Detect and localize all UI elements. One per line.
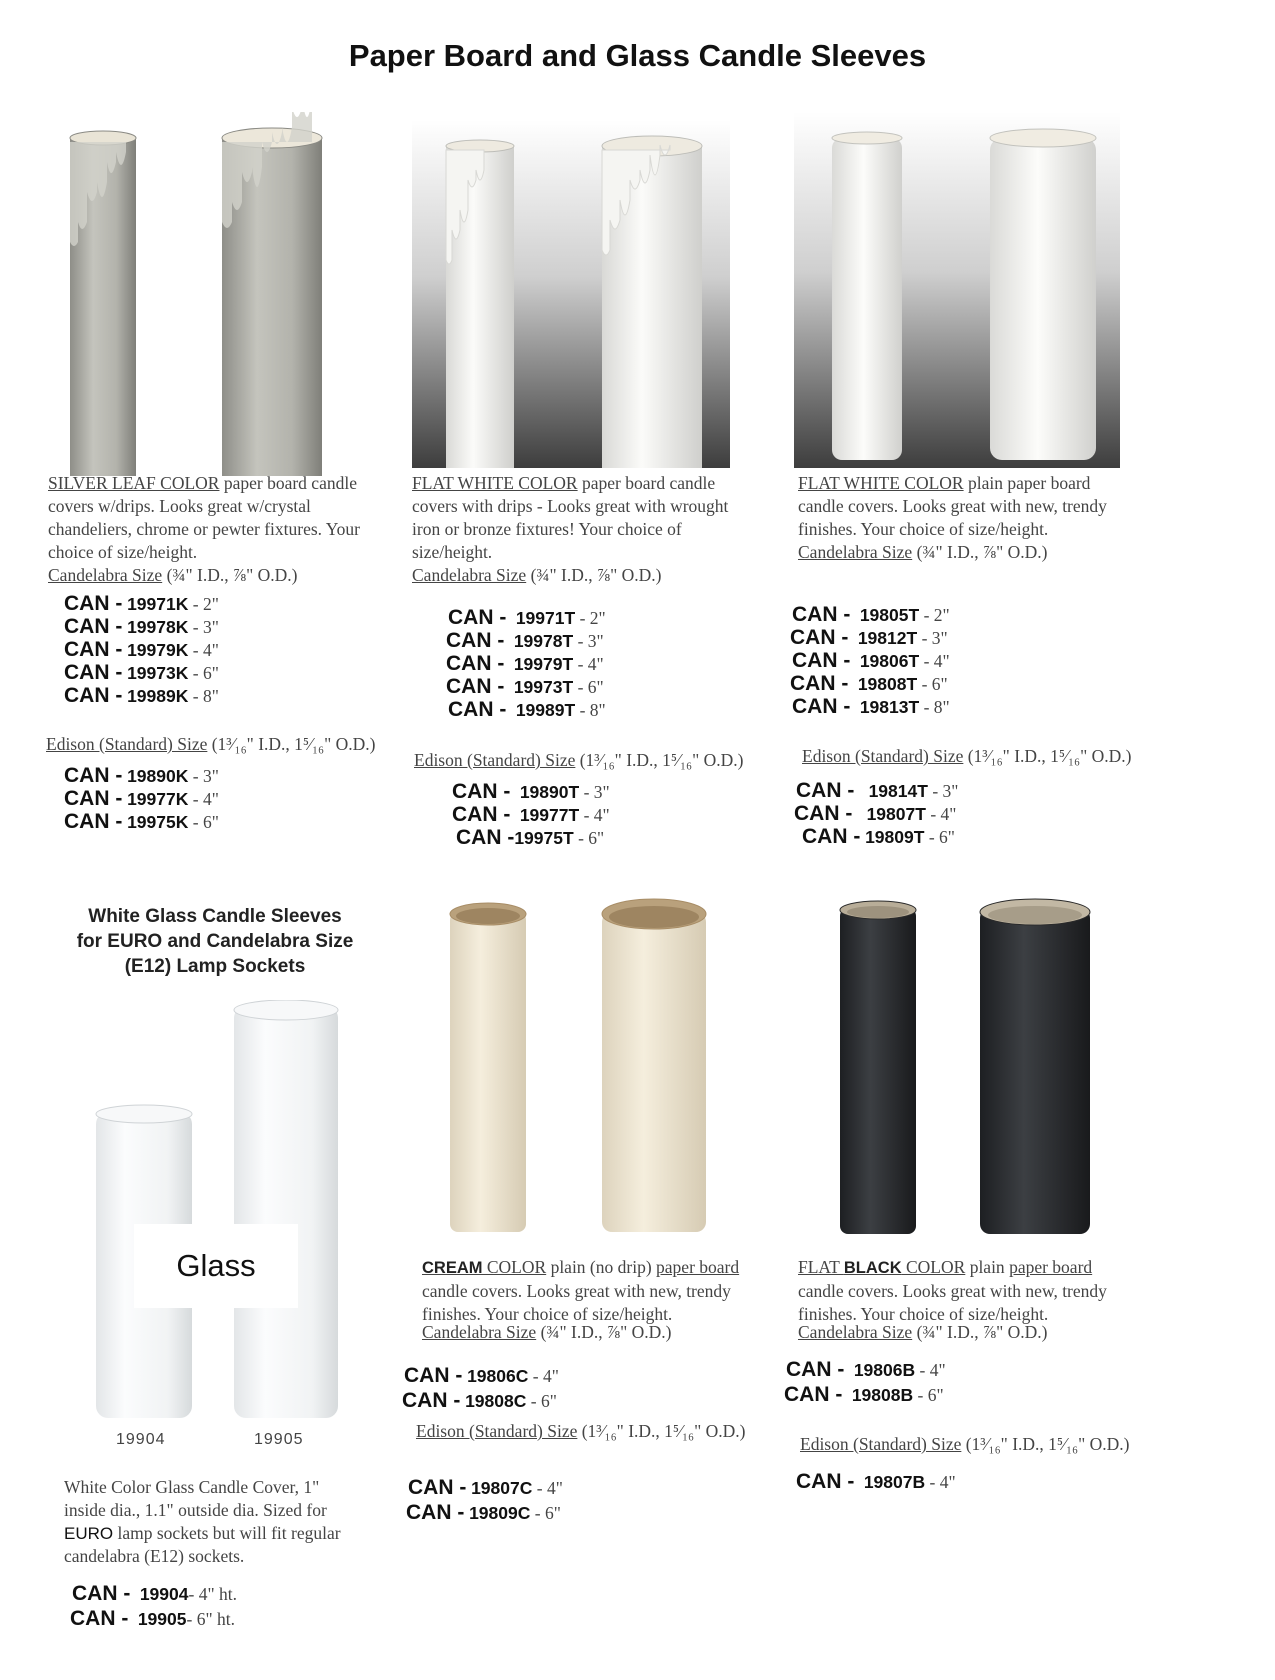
sku-row bbox=[446, 652, 604, 676]
sku-number: 19977K bbox=[127, 789, 189, 809]
sku-number: 19989T bbox=[515, 700, 576, 720]
sku-number: 19812T bbox=[857, 628, 918, 648]
sku-length: - 4" ht. bbox=[188, 1584, 237, 1604]
sku-row bbox=[404, 1364, 559, 1388]
flat-white-plain-edison-size bbox=[802, 746, 1132, 767]
sku-length: - 6" bbox=[526, 1391, 557, 1411]
glass-heading-line: White Glass Candle Sleeves bbox=[88, 906, 342, 927]
sku-row bbox=[72, 1582, 237, 1606]
can-label: CAN - bbox=[792, 695, 851, 718]
sku-number: 19890K bbox=[127, 766, 189, 786]
sku-row bbox=[448, 606, 606, 630]
can-label: CAN - bbox=[404, 1364, 463, 1387]
flat-white-drip-description bbox=[412, 472, 747, 564]
sku-row bbox=[408, 1476, 563, 1500]
can-label: CAN - bbox=[792, 603, 851, 626]
can-label: CAN - bbox=[456, 826, 515, 849]
glass-right-number: 19905 bbox=[254, 1431, 304, 1448]
cream-paper-board-link: paper board bbox=[656, 1257, 740, 1277]
can-label: CAN - bbox=[448, 606, 507, 629]
sku-number: 19805T bbox=[859, 605, 920, 625]
sku-number: 19806T bbox=[859, 651, 920, 671]
sku-length: - 6" bbox=[573, 677, 604, 697]
flat-white-plain-desc-body: plain paper board candle covers. Looks great with new, trendy finishes. Your choice of size/height. bbox=[798, 473, 1107, 539]
can-label: CAN - bbox=[784, 1383, 843, 1406]
sku-length: - 2" bbox=[188, 594, 219, 614]
flat-white-drip-heading: FLAT WHITE COLOR bbox=[412, 473, 578, 493]
silver-leaf-edison-size bbox=[46, 734, 376, 755]
sku-number: 19809T bbox=[865, 827, 925, 847]
sku-row bbox=[70, 1607, 235, 1631]
sku-number: 19813T bbox=[859, 697, 920, 717]
size-heading: Edison (Standard) Size bbox=[802, 746, 964, 766]
can-label: CAN - bbox=[70, 1607, 129, 1630]
size-heading: Candelabra Size bbox=[798, 1322, 913, 1342]
sku-number: 19975K bbox=[127, 812, 189, 832]
sku-length: - 3" bbox=[917, 628, 948, 648]
sku-number: 19971K bbox=[127, 594, 189, 614]
sku-row bbox=[402, 1389, 557, 1413]
sku-row bbox=[448, 698, 606, 722]
sku-length: - 6" ht. bbox=[186, 1609, 235, 1629]
sku-length: - 8" bbox=[919, 697, 950, 717]
flat-white-drip-desc-body: paper board candle covers with drips - Looks great with wrought iron or bronze fixtures! Your choice of size/height. bbox=[412, 473, 729, 562]
can-label: CAN - bbox=[408, 1476, 467, 1499]
sku-length: - 4" bbox=[188, 789, 219, 809]
can-label: CAN - bbox=[72, 1582, 131, 1605]
size-dims: (¾" I.D., ⅞" O.D.) bbox=[912, 1322, 1048, 1342]
can-label: CAN - bbox=[64, 787, 123, 810]
glass-heading-line: for EURO and Candelabra Size bbox=[76, 931, 354, 952]
sku-length: - 4" bbox=[579, 805, 610, 825]
sku-row bbox=[64, 592, 219, 616]
sku-number: 19978T bbox=[513, 631, 574, 651]
sku-length: - 6" bbox=[188, 812, 219, 832]
sku-row bbox=[790, 672, 948, 696]
sku-row bbox=[64, 684, 219, 708]
sku-row bbox=[784, 1383, 944, 1407]
flat-white-plain-candelabra-size bbox=[798, 542, 1048, 563]
can-label: CAN - bbox=[796, 779, 855, 802]
sku-row bbox=[802, 825, 955, 849]
sku-number: 19808T bbox=[857, 674, 918, 694]
can-label: CAN - bbox=[446, 629, 505, 652]
sku-row bbox=[64, 615, 219, 639]
size-dims: (¾" I.D., ⅞" O.D.) bbox=[536, 1322, 672, 1342]
size-heading: Candelabra Size bbox=[48, 565, 163, 585]
sku-number: 19904 bbox=[139, 1584, 189, 1604]
sku-row bbox=[794, 802, 956, 826]
sku-number: 19806B bbox=[853, 1360, 916, 1380]
sku-row bbox=[446, 675, 604, 699]
can-label: CAN - bbox=[790, 626, 849, 649]
flat-black-desc-tail: candle covers. Looks great with new, trendy finishes. Your choice of size/height. bbox=[798, 1281, 1107, 1324]
sku-row bbox=[792, 695, 950, 719]
flat-white-drip-photo bbox=[412, 120, 730, 468]
size-dims: (1³⁄₁₆" I.D., 1⁵⁄₁₆" O.D.) bbox=[207, 734, 376, 754]
sku-number: 19973T bbox=[513, 677, 574, 697]
sku-number: 19973K bbox=[127, 663, 189, 683]
cream-desc-tail: candle covers. Looks great with new, trendy finishes. Your choice of size/height. bbox=[422, 1281, 731, 1324]
sku-row bbox=[790, 626, 948, 650]
glass-left-number: 19904 bbox=[116, 1431, 166, 1448]
cream-desc-mid: plain (no drip) bbox=[546, 1257, 657, 1277]
size-heading: Edison (Standard) Size bbox=[46, 734, 208, 754]
size-heading: Edison (Standard) Size bbox=[800, 1434, 962, 1454]
silver-leaf-photo bbox=[44, 112, 360, 482]
glass-desc-euro: EURO bbox=[64, 1524, 114, 1543]
can-label: CAN - bbox=[64, 661, 123, 684]
sku-number: 19807B bbox=[863, 1472, 926, 1492]
sku-length: - 3" bbox=[573, 631, 604, 651]
sku-number: 19975T bbox=[514, 828, 574, 848]
sku-number: 19814T bbox=[868, 781, 928, 801]
can-label: CAN - bbox=[64, 615, 123, 638]
can-label: CAN - bbox=[452, 780, 511, 803]
silver-leaf-candelabra-size bbox=[48, 565, 298, 586]
sku-length: - 6" bbox=[924, 827, 955, 847]
sku-number: 19806C bbox=[467, 1366, 529, 1386]
flat-black-heading-bold: BLACK bbox=[843, 1259, 902, 1277]
sku-number: 19809C bbox=[469, 1503, 531, 1523]
silver-leaf-heading: SILVER LEAF COLOR bbox=[48, 473, 220, 493]
sku-length: - 8" bbox=[575, 700, 606, 720]
sku-length: - 3" bbox=[188, 617, 219, 637]
can-label: CAN - bbox=[64, 684, 123, 707]
flat-black-paper-board-link: paper board bbox=[1009, 1257, 1093, 1277]
flat-white-drip-edison-size bbox=[414, 750, 744, 771]
sku-length: - 4" bbox=[188, 640, 219, 660]
sku-number: 19890T bbox=[519, 782, 580, 802]
sku-length: - 3" bbox=[927, 781, 959, 801]
flat-white-drip-candelabra-size bbox=[412, 565, 662, 586]
sku-length: - 6" bbox=[188, 663, 219, 683]
can-label: CAN - bbox=[792, 649, 851, 672]
size-heading: Candelabra Size bbox=[798, 542, 913, 562]
cream-description bbox=[422, 1256, 752, 1326]
size-heading: Edison (Standard) Size bbox=[414, 750, 576, 770]
sku-number: 19807C bbox=[471, 1478, 533, 1498]
sku-length: - 2" bbox=[575, 608, 606, 628]
sku-number: 19978K bbox=[127, 617, 189, 637]
sku-length: - 6" bbox=[917, 674, 948, 694]
glass-photo bbox=[84, 1000, 344, 1425]
sku-row bbox=[786, 1358, 946, 1382]
sku-length: - 6" bbox=[573, 828, 605, 848]
sku-number: 19979K bbox=[127, 640, 189, 660]
can-label: CAN - bbox=[452, 803, 511, 826]
sku-row bbox=[792, 603, 950, 627]
size-dims: (1³⁄₁₆" I.D., 1⁵⁄₁₆" O.D.) bbox=[575, 750, 744, 770]
sku-row bbox=[452, 780, 610, 804]
can-label: CAN - bbox=[446, 675, 505, 698]
can-label: CAN - bbox=[794, 802, 853, 825]
sku-length: - 4" bbox=[915, 1360, 946, 1380]
can-label: CAN - bbox=[406, 1501, 465, 1524]
glass-desc-part: White Color Glass Candle Cover, 1" inside dia., 1.1" outside dia. Sized for bbox=[64, 1477, 327, 1520]
can-label: CAN - bbox=[402, 1389, 461, 1412]
can-label: CAN - bbox=[786, 1358, 845, 1381]
sku-number: 19989K bbox=[127, 686, 189, 706]
can-label: CAN - bbox=[64, 810, 123, 833]
silver-leaf-desc-body: paper board candle covers w/drips. Looks great w/crystal chandeliers, chrome or pewter fixtures. Your choice of size/height. bbox=[48, 473, 360, 562]
sku-row bbox=[64, 787, 219, 811]
can-label: CAN - bbox=[64, 592, 123, 615]
glass-photo-label: Glass bbox=[134, 1224, 298, 1308]
sku-length: - 8" bbox=[188, 686, 219, 706]
can-label: CAN - bbox=[446, 652, 505, 675]
cream-photo bbox=[420, 886, 740, 1236]
can-label: CAN - bbox=[64, 764, 123, 787]
flat-black-desc-mid: plain bbox=[965, 1257, 1010, 1277]
glass-desc-part: lamp sockets but will fit regular candelabra (E12) sockets. bbox=[64, 1523, 341, 1566]
sku-number: 19971T bbox=[515, 608, 576, 628]
sku-number: 19807T bbox=[866, 804, 926, 824]
size-heading: Candelabra Size bbox=[422, 1322, 537, 1342]
flat-white-plain-description bbox=[798, 472, 1128, 541]
glass-heading bbox=[48, 904, 382, 979]
sku-length: - 2" bbox=[919, 605, 950, 625]
sku-row bbox=[452, 803, 610, 827]
sku-row bbox=[64, 638, 219, 662]
sku-number: 19808B bbox=[851, 1385, 914, 1405]
can-label: CAN - bbox=[796, 1470, 855, 1493]
sku-length: - 4" bbox=[925, 1472, 956, 1492]
sku-number: 19905 bbox=[137, 1609, 187, 1629]
size-dims: (¾" I.D., ⅞" O.D.) bbox=[526, 565, 662, 585]
cream-heading-bold: CREAM bbox=[422, 1259, 483, 1277]
sku-row bbox=[446, 629, 604, 653]
flat-black-heading-part: COLOR bbox=[901, 1257, 966, 1277]
sku-row bbox=[64, 661, 219, 685]
flat-black-description bbox=[798, 1256, 1138, 1326]
cream-heading-rest: COLOR bbox=[482, 1257, 547, 1277]
sku-row bbox=[64, 810, 219, 834]
flat-white-plain-photo bbox=[794, 112, 1120, 468]
size-dims: (1³⁄₁₆" I.D., 1⁵⁄₁₆" O.D.) bbox=[961, 1434, 1130, 1454]
size-dims: (¾" I.D., ⅞" O.D.) bbox=[912, 542, 1048, 562]
flat-black-candelabra-size bbox=[798, 1322, 1048, 1343]
flat-black-edison-size bbox=[800, 1434, 1130, 1455]
glass-description bbox=[64, 1476, 364, 1568]
sku-length: - 4" bbox=[532, 1478, 563, 1498]
sku-length: - 4" bbox=[528, 1366, 559, 1386]
size-heading: Candelabra Size bbox=[412, 565, 527, 585]
sku-length: - 4" bbox=[919, 651, 950, 671]
sku-row bbox=[792, 649, 950, 673]
sku-number: 19979T bbox=[513, 654, 574, 674]
flat-black-photo bbox=[822, 888, 1122, 1238]
flat-white-plain-heading: FLAT WHITE COLOR bbox=[798, 473, 964, 493]
can-label: CAN - bbox=[790, 672, 849, 695]
sku-length: - 4" bbox=[573, 654, 604, 674]
size-dims: (1³⁄₁₆" I.D., 1⁵⁄₁₆" O.D.) bbox=[577, 1421, 746, 1441]
silver-leaf-description bbox=[48, 472, 383, 564]
sku-row bbox=[406, 1501, 561, 1525]
page-title: Paper Board and Glass Candle Sleeves bbox=[348, 38, 927, 73]
can-label: CAN - bbox=[448, 698, 507, 721]
cream-candelabra-size bbox=[422, 1322, 672, 1343]
cream-edison-size bbox=[416, 1420, 746, 1443]
size-heading: Edison (Standard) Size bbox=[416, 1421, 578, 1441]
sku-length: - 6" bbox=[530, 1503, 561, 1523]
sku-length: - 3" bbox=[188, 766, 219, 786]
sku-row bbox=[456, 826, 604, 850]
sku-row bbox=[796, 1470, 956, 1494]
sku-row bbox=[796, 779, 958, 803]
sku-number: 19808C bbox=[465, 1391, 527, 1411]
can-label: CAN - bbox=[802, 825, 861, 848]
sku-length: - 4" bbox=[925, 804, 957, 824]
size-dims: (¾" I.D., ⅞" O.D.) bbox=[162, 565, 298, 585]
flat-black-heading-part: FLAT bbox=[798, 1257, 844, 1277]
size-dims: (1³⁄₁₆" I.D., 1⁵⁄₁₆" O.D.) bbox=[963, 746, 1132, 766]
glass-heading-line: (E12) Lamp Sockets bbox=[124, 956, 306, 977]
sku-row bbox=[64, 764, 219, 788]
sku-length: - 6" bbox=[913, 1385, 944, 1405]
can-label: CAN - bbox=[64, 638, 123, 661]
sku-length: - 3" bbox=[579, 782, 610, 802]
sku-number: 19977T bbox=[519, 805, 580, 825]
